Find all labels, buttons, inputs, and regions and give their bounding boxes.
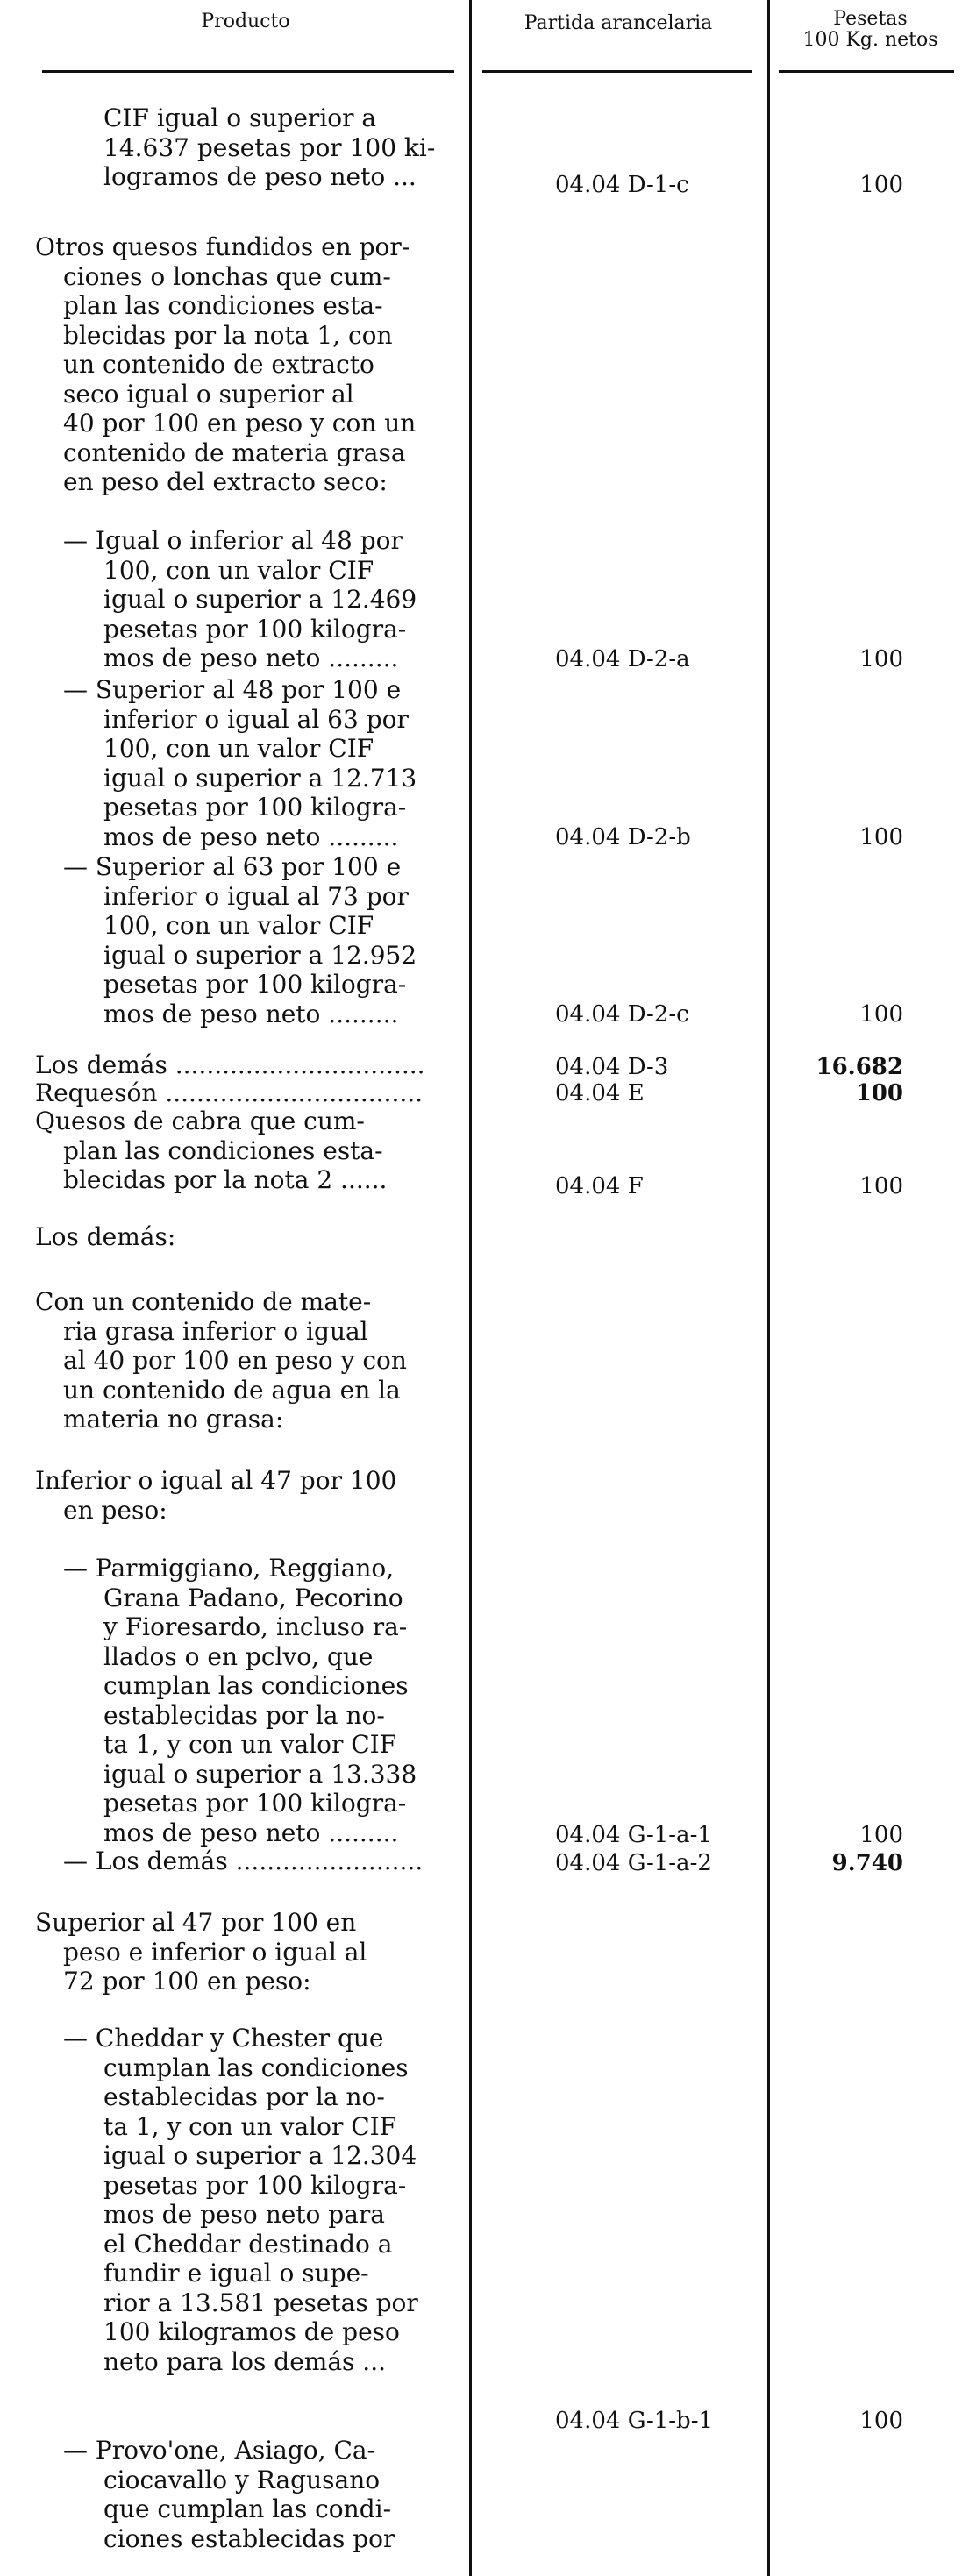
text-line: mos de peso neto .........	[103, 644, 399, 672]
text-line: 100, con un valor CIF	[103, 734, 374, 763]
column-divider-right	[767, 0, 770, 2576]
text-line: Grana Padano, Pecorino	[103, 1583, 403, 1612]
row-product	[35, 526, 456, 673]
row-product	[35, 1222, 456, 1252]
text-line: 40 por 100 en peso y con un	[63, 409, 417, 438]
text-line: mos de peso neto .........	[103, 999, 399, 1028]
header-producto: Producto	[201, 11, 290, 32]
pesetas-value: 16.682	[816, 1054, 903, 1080]
row-product	[35, 1107, 456, 1195]
text-line: pesetas por 100 kilogra-	[103, 2170, 407, 2200]
header-partida: Partida arancelaria	[524, 12, 713, 34]
text-line: plan las condiciones esta-	[63, 1135, 383, 1165]
text-line: establecidas por la no-	[103, 2082, 385, 2111]
text-line: ta 1, y con un valor CIF	[103, 1730, 397, 1759]
text-line: Otros quesos fundidos en por-	[35, 232, 410, 261]
text-line: Superior al 47 por 100 en	[35, 1908, 357, 1937]
row-product	[35, 852, 456, 1028]
partida-code: 04.04 D-2-c	[555, 1001, 689, 1028]
text-line: seco igual o superior al	[63, 379, 354, 409]
text-line: un contenido de agua en la	[63, 1375, 401, 1405]
text-line: mos de peso neto para	[103, 2200, 386, 2229]
text-line: — Provo'one, Asiago, Ca-	[63, 2436, 376, 2465]
text-line: plan las condiciones esta-	[63, 291, 383, 320]
row-product	[35, 1554, 456, 1847]
text-line: un contenido de extracto	[63, 350, 374, 379]
text-line: peso e inferior o igual al	[63, 1937, 367, 1967]
row-product	[35, 2024, 456, 2376]
text-line: ciocavallo y Ragusano	[103, 2465, 381, 2494]
text-line: Inferior o igual al 47 por 100	[35, 1466, 397, 1495]
column-divider-left	[469, 0, 472, 2576]
header-rule-middle	[482, 70, 752, 73]
partida-code: 04.04 F	[555, 1173, 644, 1199]
text-line: Quesos de cabra que cum-	[35, 1107, 365, 1135]
pesetas-value: 100	[859, 1822, 903, 1848]
row-product	[35, 1847, 456, 1876]
text-line: materia no grasa:	[63, 1405, 284, 1434]
text-line: pesetas por 100 kilogra-	[103, 793, 407, 822]
pesetas-value: 100	[859, 1001, 903, 1028]
row-product	[35, 1287, 456, 1434]
text-line: — Los demás ........................	[63, 1847, 424, 1875]
text-line: ciones o lonchas que cum-	[63, 261, 391, 291]
header-pesetas	[772, 9, 969, 51]
text-line: — Superior al 48 por 100 e	[63, 675, 402, 704]
text-line: — Igual o inferior al 48 por	[63, 526, 403, 555]
text-line: 100, con un valor CIF	[103, 555, 374, 585]
text-line: mos de peso neto .........	[103, 822, 399, 851]
text-line: en peso del extracto seco:	[63, 467, 388, 496]
text-line: blecidas por la nota 2 ......	[63, 1165, 388, 1194]
text-line: y Fioresardo, incluso ra-	[103, 1612, 408, 1641]
text-line: 100 kilogramos de peso	[103, 2317, 400, 2346]
text-line: blecidas por la nota 1, con	[63, 320, 393, 350]
partida-code: 04.04 G-1-a-2	[555, 1850, 712, 1876]
partida-code: 04.04 D-2-b	[555, 824, 691, 850]
text-line: neto para los demás ...	[103, 2346, 386, 2376]
pesetas-value: 100	[859, 1173, 903, 1199]
pesetas-value: 100	[859, 172, 903, 198]
header-pesetas-line2: 100 Kg. netos	[802, 29, 938, 51]
partida-code: 04.04 D-2-a	[555, 646, 690, 672]
pesetas-value: 9.740	[831, 1850, 903, 1876]
text-line: cumplan las condiciones	[103, 2053, 409, 2082]
text-line: Los demás:	[35, 1222, 176, 1251]
row-product	[35, 675, 456, 851]
text-line: que cumplan las condi-	[103, 2494, 392, 2523]
text-line: llados o en pclvo, que	[103, 1641, 374, 1671]
text-line: al 40 por 100 en peso y con	[63, 1346, 407, 1375]
text-line: establecidas por la no-	[103, 1700, 385, 1730]
text-line: logramos de peso neto ...	[103, 162, 417, 191]
text-line: en peso:	[63, 1495, 167, 1525]
partida-code: 04.04 D-1-c	[555, 172, 689, 198]
text-line: pesetas por 100 kilogra-	[103, 970, 407, 999]
text-line: fundir e igual o supe-	[103, 2259, 369, 2288]
partida-code: 04.04 G-1-b-1	[555, 2408, 714, 2434]
text-line: — Superior al 63 por 100 e	[63, 852, 402, 881]
partida-code: 04.04 G-1-a-1	[555, 1822, 712, 1848]
text-line: CIF igual o superior a	[103, 103, 377, 132]
text-line: igual o superior a 12.952	[103, 940, 417, 970]
text-line: igual o superior a 12.469	[103, 585, 417, 614]
pesetas-value: 100	[859, 824, 903, 850]
text-line: igual o superior a 13.338	[103, 1759, 417, 1789]
text-line: pesetas por 100 kilogra-	[103, 1789, 407, 1818]
text-line: igual o superior a 12.713	[103, 763, 417, 793]
text-line: 72 por 100 en peso:	[63, 1967, 311, 1996]
text-line: ria grasa inferior o igual	[63, 1316, 368, 1346]
text-line: ciones establecidas por	[103, 2523, 395, 2553]
text-line: 100, con un valor CIF	[103, 911, 374, 940]
text-line: mos de peso neto .........	[103, 1818, 399, 1847]
pesetas-value: 100	[855, 1080, 903, 1107]
row-product	[35, 1050, 456, 1080]
text-line: pesetas por 100 kilogra-	[103, 614, 407, 644]
text-line: igual o superior a 12.304	[103, 2141, 417, 2170]
row-product	[35, 2436, 456, 2553]
text-line: — Parmiggiano, Reggiano,	[63, 1554, 395, 1583]
text-line: el Cheddar destinado a	[103, 2229, 393, 2259]
text-line: rior a 13.581 pesetas por	[103, 2288, 418, 2317]
row-product	[35, 1466, 456, 1525]
text-line: — Cheddar y Chester que	[63, 2024, 384, 2053]
text-line: inferior o igual al 73 por	[103, 881, 409, 911]
row-product	[35, 103, 456, 192]
partida-code: 04.04 D-3	[555, 1054, 669, 1080]
partida-code: 04.04 E	[555, 1080, 645, 1107]
text-line: 14.637 pesetas por 100 ki-	[103, 132, 436, 162]
text-line: Con un contenido de mate-	[35, 1287, 372, 1316]
row-product	[35, 232, 456, 497]
text-line: ta 1, y con un valor CIF	[103, 2111, 397, 2141]
text-line: Requesón .................................	[35, 1078, 424, 1107]
header-rule-left	[42, 70, 454, 73]
row-product	[35, 1908, 456, 1996]
header-pesetas-line1: Pesetas	[833, 8, 908, 30]
text-line: Los demás ................................	[35, 1050, 425, 1079]
text-line: inferior o igual al 63 por	[103, 704, 409, 734]
pesetas-value: 100	[859, 2408, 903, 2434]
text-line: contenido de materia grasa	[63, 438, 406, 467]
pesetas-value: 100	[859, 646, 903, 672]
header-rule-right	[779, 70, 954, 73]
text-line: cumplan las condiciones	[103, 1671, 409, 1700]
row-product	[35, 1078, 456, 1108]
